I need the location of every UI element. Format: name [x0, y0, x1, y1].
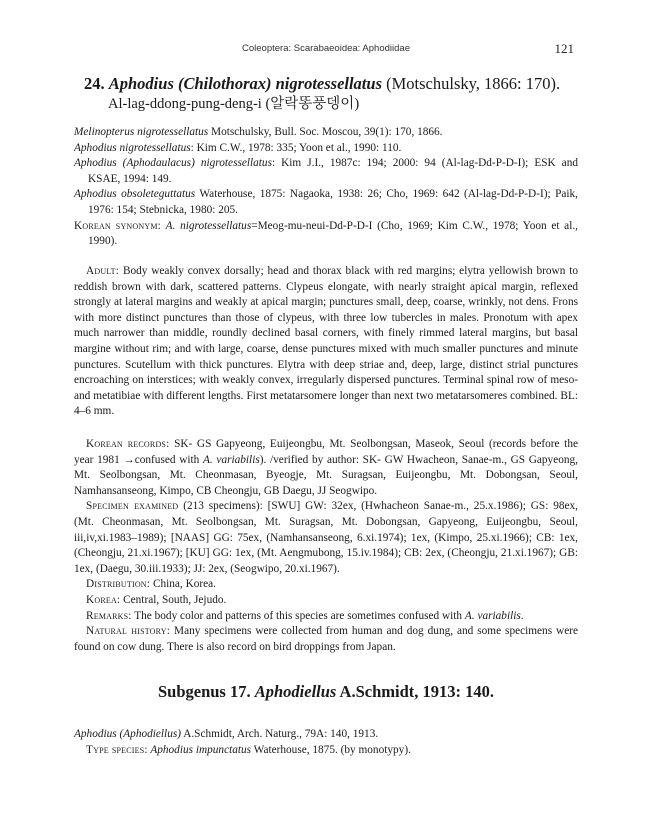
korean-synonym-taxon: A. nigrotessellatus — [165, 219, 252, 232]
synonym-entry — [74, 125, 578, 141]
korean-synonym — [74, 219, 578, 250]
species-korean-name: Al-lag-ddong-pung-deng-i (알락똥풍뎅이) — [108, 96, 360, 112]
synonym-entry — [74, 141, 578, 157]
korea-distribution: Korea: Central, South, Jejudo. — [86, 593, 227, 606]
adult-description — [74, 264, 578, 420]
synonym-ref: Motschulsky, Bull. Soc. Moscou, 39(1): 170, 1866. — [208, 126, 443, 138]
subgenus-reference: Aphodius (Aphodiellus) A.Schmidt, Arch. Naturg., 79A: 140, 1913. — [74, 728, 379, 740]
synonymy-block — [74, 125, 578, 250]
synonym-taxon: Aphodius nigrotessellatus — [74, 141, 191, 154]
specimens-label: Specimen examined — [86, 500, 179, 513]
species-number: 24. — [84, 74, 105, 93]
adult-text: Body weakly convex dorsally; head and thorax black with red margins; elytra yellowish brown to reddish brown with dark, scattered patterns. Clypeus elongate, with nearly straight apical margin, reflexed strongly at lateral margins and weakly at apical margin; punctures small, deep, coarse, wrinkly, not dens. Frons with more distinct punctures than those of clypeus, with three low tubercles in males. Pronotum with apex much narrower than middle, roundly declined basal corners, with finely rimmed lateral margins, but basal margine without rim; and with large, coarse, dense punctures mixed with much smaller punctures and minute punctures. Scutellum with thick punctures. Elytra with deep striae and, deep, large, distinct strial punctures encroaching on interstices; with weakly convex, irregularly dispersed punctures. Terminal spinal row of meso- and metatibiae with different lengths. First metatarsomere longer than next two metatarsomeres combined. BL: 4–6 mm. — [74, 265, 578, 418]
species-author: (Motschulsky, 1866: 170). — [386, 74, 561, 93]
species-name: Aphodius (Chilothorax) nigrotessellatus — [108, 74, 382, 93]
synonym-taxon: Melinopterus nigrotessellatus — [74, 126, 209, 138]
distribution: Distribution: China, Korea. — [86, 578, 217, 591]
specimens-examined — [74, 499, 578, 577]
records-block — [74, 437, 578, 655]
type-species: Type species: Aphodius impunctatus Waterhouse, 1875. (by monotypy). — [86, 743, 411, 756]
synonym-ref: : Kim J.I., 1987c: 194; 2000: 94 (Al-lag-Dd-P-D-I); ESK and KSAE, 1994: 149. — [88, 157, 578, 185]
synonym-entry — [74, 156, 578, 187]
korean-records: Korean records: SK- GS Gapyeong, Euijeongbu, Mt. Seolbongsan, Maseok, Seoul (records before the year 1981 →confused with A. variabilis). /verified by author: SK- GW Hwacheon, Sanae-m., GS Gapyeong, Mt. Seolbongsan, Mt. Cheonmasan, Byeogje, Mt. Suragsan, Euijeongbu, Mt. Dobongsan, Seoul, Namhansanseong, Kimpo, CB Cheongju, GB Daegu, JJ Seogwipo. — [74, 438, 578, 497]
synonym-entry — [74, 187, 578, 218]
running-head — [0, 43, 652, 57]
remarks: Remarks: The body color and patterns of this species are sometimes confused with A. variabilis. — [86, 609, 524, 622]
species-heading — [84, 74, 584, 94]
natural-history: Natural history: Many specimens were collected from human and dog dung, and some specimens were found on cow dung. There is also record on bird droppings from Japan. — [74, 625, 578, 653]
synonym-taxon: Aphodius obsoleteguttatus — [74, 188, 196, 201]
subgenus-heading: Subgenus 17. Aphodiellus A.Schmidt, 1913: 140. — [157, 682, 495, 701]
specimens-text: (213 specimens): [SWU] GW: 32ex, (Hwhacheon Sanae-m., 25.x.1986); GS: 98ex, (Mt. Cheonmasan, Mt. Seolbongsan, Mt. Suragsan, Mt. Dobongsan, Gapyeong, Euijeongbu, Seoul, iii,iv,xi.1983–1989); [NAAS] GG: 75ex, (Namhansanseong, 6.xi.1974); 1ex, (Kimpo, 25.xi.1966); CB: 1ex, (Cheongju, 21.xi.1967); [KU] GG: 1ex, (Mt. Aengmubong, 15.iv.1984); CB: 2ex, (Cheongju, 21.xi.1967); GB: 1ex, (Daegu, 30.iii.1933); JJ: 2ex, (Seogwipo, 20.xi.1967). — [74, 500, 578, 575]
page-number: 121 — [554, 41, 574, 56]
korean-synonym-text: =Meog-mu-neui-Dd-P-D-I (Cho, 1969; Kim C.W., 1978; Yoon et al., 1990). — [88, 219, 578, 248]
korean-records-label: Korean records: — [86, 438, 170, 450]
synonym-ref: Waterhouse, 1875: Nagaoka, 1938: 26; Cho, 1969: 642 (Al-lag-Dd-P-D-I); Paik, 1976: 154; Stebnicka, 1980: 205. — [88, 188, 578, 216]
adult-label: Adult: — [86, 265, 120, 277]
running-title: Coleoptera: Scarabaeoidea: Aphodiidae — [242, 43, 410, 54]
synonym-ref: : Kim C.W., 1978: 335; Yoon et al., 1990: 110. — [190, 141, 402, 154]
subgenus-block — [74, 727, 578, 758]
synonym-taxon: Aphodius (Aphodaulacus) nigrotessellatus — [74, 157, 272, 170]
korean-synonym-label: Korean synonym: — [74, 219, 161, 232]
